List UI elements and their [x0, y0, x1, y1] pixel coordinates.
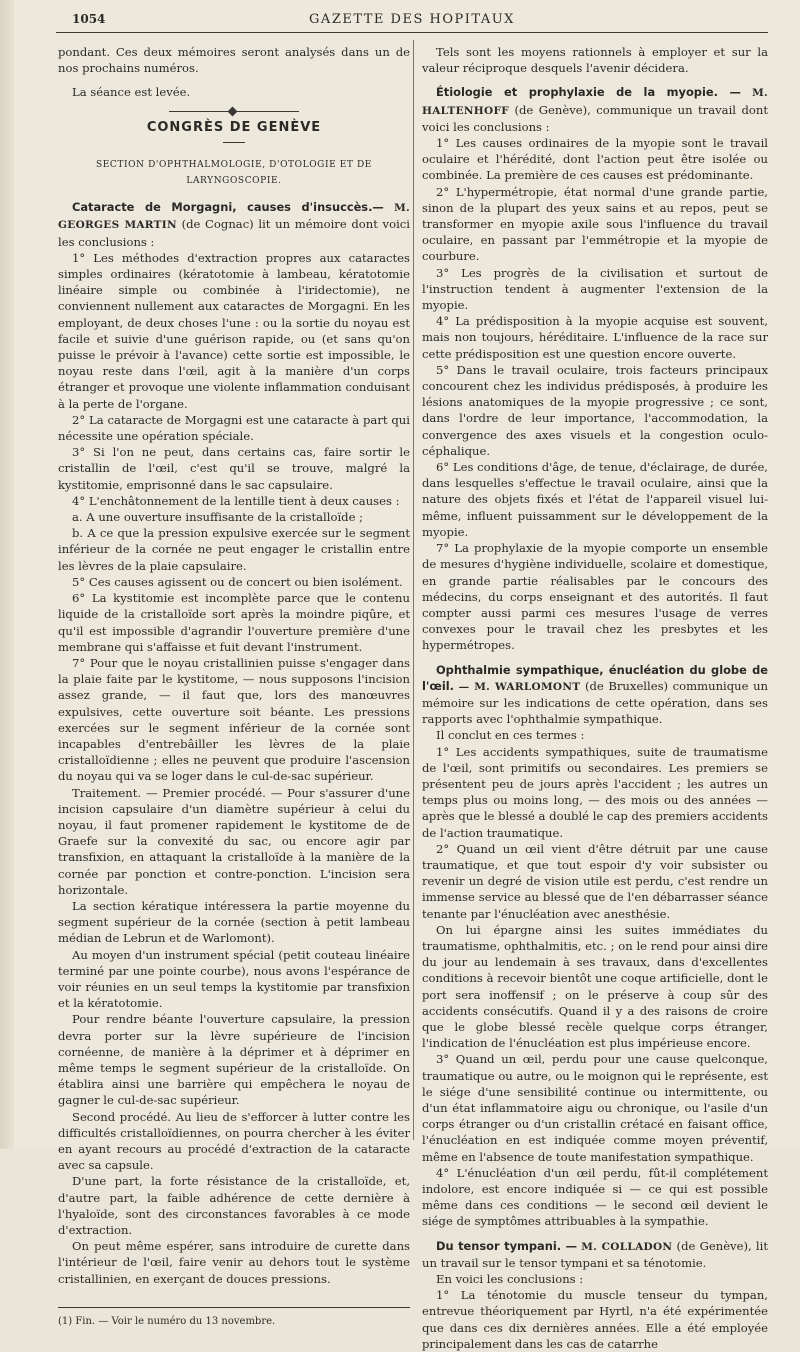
paragraph: 1° Les méthodes d'extraction propres aux cataractes simples ordinaires (kératotomie à lambeau, kératotomie linéaire simple ou combinée à l'iridectomie), ne conviennent nullement aux cataractes de Morgagni. En les employant, de deux choses l'une : ou la sortie du noyau est facile et suivie d'une guérison rapide, ou (et sans qu'on puisse le prévoir à l'avance) cette sortie est impossible, le noyau reste dans l'œil, agit à la manière d'un corps étranger et provoque une violente inflammation conduisant à la perte de l'organe.: [58, 250, 410, 411]
paragraph: 2° L'hypermétropie, état normal d'une grande partie, sinon de la plupart des yeux sains et au repos, peut se transformer en myopie axile sous l'influence du travail oculaire, en passant par l'emmétropie et la myopie de courbure.: [422, 184, 768, 264]
article-title: Du tensor tympani. —: [436, 1238, 577, 1253]
paragraph: 1° Les causes ordinaires de la myopie sont le travail oculaire et l'hérédité, dont l'action peut être isolée ou combinée. La première de ces causes est prédominante.: [422, 136, 768, 183]
article-title: Ophthalmie sympathique, énucléation du globe de l'œil.: [422, 662, 768, 693]
paragraph: 7° Pour que le noyau cristallinien puisse s'engager dans la plaie faite par le kystitome, — nous supposons l'incision assez grande, — il faut que, lors des manœuvres expulsives, cette ouverture soit béante. Les pressions exercées sur le segment inférieur de la cornée sont incapables d'entrebâiller les lèvres de la plaie cristalloïdienne ; elles ne peuvent que produire l'ascension du noyau qui va se loger dans le cul-de-sac supérieur.: [58, 655, 410, 784]
article-lead: [422, 84, 768, 135]
paragraph: 4° L'enchâtonnement de la lentille tient à deux causes :: [72, 493, 400, 508]
article-lead: [422, 662, 768, 728]
paragraph: 2° La cataracte de Morgagni est une cataracte à part qui nécessite une opération spéciale.: [58, 412, 410, 444]
paragraph: La section kératique intéressera la partie moyenne du segment supérieur de la cornée (section à petit lambeau médian de Lebrun et de Warlomont).: [58, 898, 410, 946]
paragraph: 1° Les accidents sympathiques, suite de traumatisme de l'œil, sont primitifs ou secondaires. Les premiers se présentent peu de jours après l'accident ; les autres un temps plus ou moins long, — des mois ou des années — après que le blessé a doublé le cap des premiers accidents de l'action traumatique.: [422, 744, 768, 840]
paragraph: 5° Dans le travail oculaire, trois facteurs principaux concourent chez les individus prédisposés, à produire les lésions anatomiques de la myopie progressive ; ce sont, dans l'ordre de leur importance, l'accommodation, la convergence des axes visuels et la congestion oculo-céphalique.: [422, 362, 768, 458]
paragraph: Il conclut en ces termes :: [436, 728, 585, 743]
paragraph: 3° Quand un œil, perdu pour une cause quelconque, traumatique ou autre, ou le moignon qui le représente, est le siége d'une sensibilité continue ou intermittente, ou d'un état inflammatoire aigu ou chronique, ou l'asile d'un corps étranger ou d'un cristallin crétacé en faisant office, l'énucléation en est indiquée comme moyen préventif, même en l'absence de toute manifestation sympathique.: [422, 1052, 768, 1164]
footnote-rule: [58, 1307, 410, 1308]
article-intro: (de Genève), communique un travail dont voici les conclusions :: [422, 102, 769, 134]
paragraph: 7° La prophylaxie de la myopie comporte un ensemble de mesures d'hygiène individuelle, scolaire et domestique, en grande partie réalisables par le concours des médecins, du corps enseignant et des autorités. Il faut compter aussi parmi ces mesures l'usage de verres convexes pour le travail chez les presbytes et les hypermétropes.: [422, 541, 768, 653]
article-body: [422, 744, 768, 1230]
paragraph: En voici les conclusions :: [436, 1272, 584, 1287]
paragraph: 4° L'énucléation d'un œil perdu, fût-il complétement indolore, est encore indiquée si — ce qui est possible même dans ces conditions — le second œil devient le siége de symptômes attribuables à la sympathie.: [422, 1165, 768, 1229]
paragraph: 3° Si l'on ne peut, dans certains cas, faire sortir le cristallin de l'œil, c'est qu'il se trouve, malgré la kystitomie, emprisonné dans le sac capsulaire.: [58, 445, 410, 492]
article-author: — M. WARLOMONT: [458, 680, 581, 693]
article-intro: (de Genève), lit un travail sur le tensor tympani et sa ténotomie.: [422, 1238, 768, 1270]
paragraph: D'une part, la forte résistance de la cristalloïde, et, d'autre part, la faible adhérence de cette dernière à l'hyaloïde, sont des circonstances favorables à ce mode d'extraction.: [58, 1174, 410, 1238]
left-column: [58, 44, 410, 1330]
article-body: [422, 135, 768, 654]
page-number: 1054: [72, 12, 106, 26]
section-title: CONGRÈS DE GENÈVE: [146, 119, 322, 135]
article-author: M. HALTENHOFF: [422, 87, 768, 117]
paragraph: 1° La ténotomie du muscle tenseur du tympan, entrevue théoriquement par Hyrtl, n'a été expérimentée que dans ces dix dernières années. Elle a été employée principalement dans les cas de catarrhe: [422, 1288, 768, 1351]
paragraph: On peut même espérer, sans introduire de curette dans l'intérieur de l'œil, faire venir au dehors tout le système cristallinien, en exerçant de douces pressions.: [58, 1239, 410, 1286]
article-body: [58, 250, 410, 1287]
article-title: Cataracte de Morgagni, causes d'insuccès.—: [72, 200, 384, 215]
article-lead: [422, 1238, 768, 1271]
paragraph: 4° La prédisposition à la myopie acquise est souvent, mais non toujours, héréditaire. L'influence de la race sur cette prédisposition est une question encore ouverte.: [422, 314, 768, 361]
article-intro: (de Bruxelles) communique un mémoire sur les indications de cette opération, dans ses rapports avec l'ophthalmie sympathique.: [422, 678, 769, 727]
article-body: [422, 1287, 768, 1352]
paragraph: 6° La kystitomie est incomplète parce que le contenu liquide de la cristalloïde sort après la moindre piqûre, et qu'il est impossible d'agrandir l'ouverture première d'une membrane qui s'affaisse et fuit devant l'instrument.: [58, 591, 410, 654]
section-subtitle: SECTION D'OPHTHALMOLOGIE, D'OTOLOGIE ET DE LARYNGOSCOPIE.: [96, 159, 372, 187]
paragraph: a. A une ouverture insuffisante de la cristalloïde ;: [72, 510, 364, 525]
title-rule: [223, 142, 245, 143]
paragraph: pondant. Ces deux mémoires seront analysés dans un de nos prochains numéros.: [58, 45, 410, 76]
journal-title: GAZETTE DES HOPITAUX: [309, 12, 515, 27]
footnote: (1) Fin. — Voir le numéro du 13 novembre.: [58, 1315, 276, 1327]
paragraph: 5° Ces causes agissent ou de concert ou bien isolément.: [72, 574, 403, 589]
article-lead: [58, 199, 410, 250]
paragraph: Traitement. — Premier procédé. — Pour s'assurer d'une incision capsulaire d'un diamètre supérieur à celui du noyau, il faut promener rapidement le kystitome de de Graefe sur la convexité du sac, ou encore agir par transfixion, en attaquant la cristalloïde à la manière de la cornée par ponction et contre-ponction. L'incision sera horizontale.: [58, 785, 410, 897]
ornament-divider: [169, 111, 299, 112]
paragraph: Au moyen d'un instrument spécial (petit couteau linéaire terminé par une pointe courbe), nous avons l'espérance de voir réunies en un seul temps la kystitomie par transfixion et la kératotomie.: [58, 947, 410, 1011]
article-title: Étiologie et prophylaxie de la myopie. —: [436, 85, 741, 100]
page-edge: [0, 0, 14, 1149]
paragraph: Pour rendre béante l'ouverture capsulaire, la pression devra porter sur la lèvre supérieure de l'incision cornéenne, de manière à la déprimer et à déprimer en même temps le segment supérieur de la cristalloïde. On établira ainsi une barrière qui empêchera le noyau de gagner le cul-de-sac supérieur.: [58, 1012, 410, 1108]
article-author: M. COLLADON: [581, 1240, 673, 1253]
paragraph: La séance est levée.: [72, 85, 191, 100]
paragraph: On lui épargne ainsi les suites immédiates du traumatisme, ophthalmitis, etc. ; on le rend pour ainsi dire du jour au lendemain à ses travaux, dans d'excellentes conditions à recevoir bientôt une coque artificielle, dont le port sera inoffensif ; on le préserve à coup sûr des accidents consécutifs. Quand il y a des raisons de croire que le globe blessé recèle quelque corps étranger, l'indication de l'énucléation est plus impérieuse encore.: [422, 922, 768, 1051]
paragraph: 3° Les progrès de la civilisation et surtout de l'instruction tendent à augmenter l'extension de la myopie.: [422, 265, 768, 313]
paragraph: Second procédé. Au lieu de s'efforcer à lutter contre les difficultés cristalloïdiennes, on pourra chercher à les éviter en ayant recours au procédé d'extraction de la cataracte avec sa capsule.: [58, 1109, 410, 1173]
paragraph: b. A ce que la pression expulsive exercée sur le segment inférieur de la cornée ne peut engager le cristallin entre les lèvres de la plaie capsulaire.: [58, 526, 410, 573]
paragraph: Tels sont les moyens rationnels à employer et sur la valeur réciproque desquels l'avenir décidera.: [422, 45, 768, 76]
paragraph: 2° Quand un œil vient d'être détruit par une cause traumatique, et que tout espoir d'y voir subsister ou revenir un degré de vision utile est perdu, c'est rendre un immense service au blessé que de l'en débarrasser séance tenante par l'énucléation avec anesthésie.: [422, 841, 768, 921]
page-header: [56, 12, 768, 33]
paragraph: 6° Les conditions d'âge, de tenue, d'éclairage, de durée, dans lesquelles s'effectue le travail oculaire, ainsi que la nature des objets fixés et l'état de l'appareil visuel lui-même, influent puissamment sur le développement de la myopie.: [422, 460, 768, 539]
article-intro: (de Cognac) lit un mémoire dont voici les conclusions :: [58, 217, 410, 249]
column-divider: [413, 40, 414, 1140]
right-column: [422, 44, 768, 1352]
article-author: M. GEORGES MARTIN: [58, 202, 410, 232]
